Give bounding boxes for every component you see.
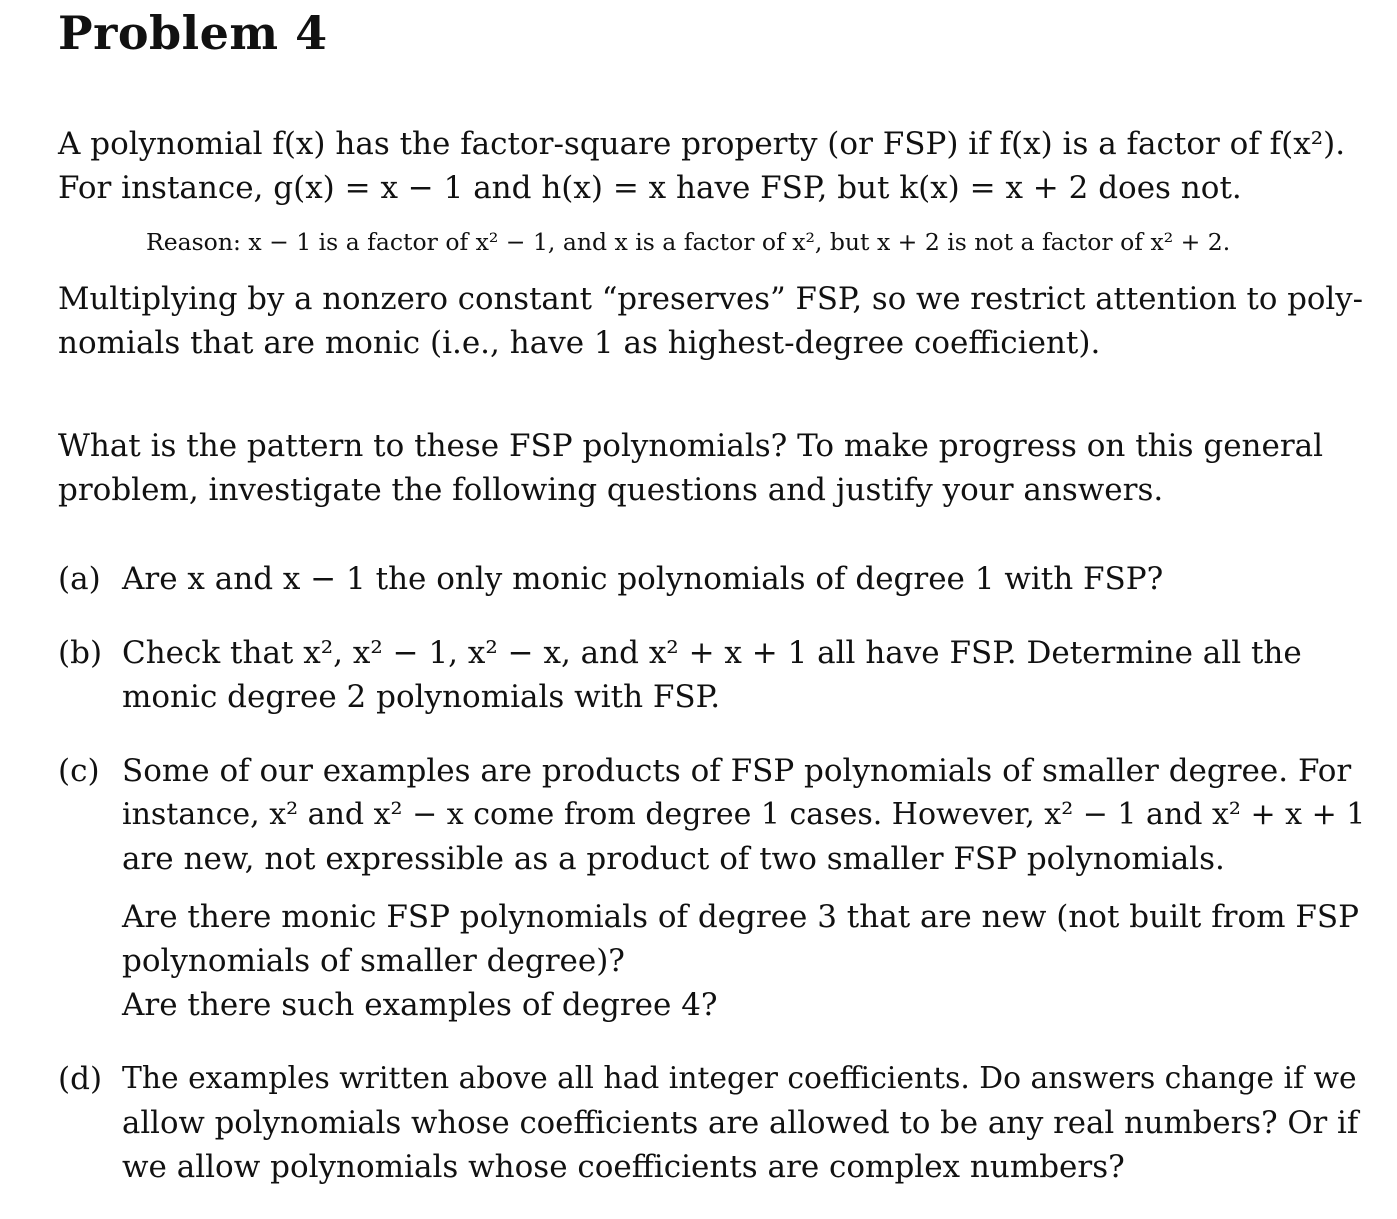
part-c-line-1: Some of our examples are products of FSP polynomials of smaller degree. For	[122, 753, 1352, 789]
part-b-line-1: Check that x², x² − 1, x² − x, and x² + x + 1 all have FSP. Determine all the	[122, 635, 1302, 671]
part-a-line-1: Are x and x − 1 the only monic polynomials of degree 1 with FSP?	[122, 561, 1164, 597]
part-c-label: (c)	[58, 753, 100, 789]
page-title: Problem 4	[58, 6, 328, 60]
part-c-line-4: Are there monic FSP polynomials of degree 3 that are new (not built from FSP	[122, 899, 1360, 935]
part-d-label: (d)	[58, 1061, 103, 1097]
intro-line-3: Multiplying by a nonzero constant “preserves” FSP, so we restrict attention to poly-	[58, 281, 1363, 317]
part-b-line-2: monic degree 2 polynomials with FSP.	[122, 679, 721, 715]
part-b-label: (b)	[58, 635, 103, 671]
part-c-line-5: polynomials of smaller degree)?	[122, 943, 625, 979]
part-d-line-1: The examples written above all had integer coefficients. Do answers change if we	[122, 1061, 1357, 1096]
part-d-line-2: allow polynomials whose coefficients are allowed to be any real numbers? Or if	[122, 1105, 1359, 1141]
intro-line-2: For instance, g(x) = x − 1 and h(x) = x have FSP, but k(x) = x + 2 does not.	[58, 170, 1242, 206]
question-line-2: problem, investigate the following questions and justify your answers.	[58, 472, 1164, 508]
intro-line-1: A polynomial f(x) has the factor-square property (or FSP) if f(x) is a factor of f(x²).	[58, 126, 1346, 162]
intro-line-4: nomials that are monic (i.e., have 1 as highest-degree coefficient).	[58, 325, 1101, 361]
question-line-1: What is the pattern to these FSP polynomials? To make progress on this general	[58, 428, 1324, 464]
part-c-line-2: instance, x² and x² − x come from degree 1 cases. However, x² − 1 and x² + x + 1	[122, 797, 1366, 832]
part-a-label: (a)	[58, 561, 101, 597]
part-c-line-6: Are there such examples of degree 4?	[122, 987, 718, 1023]
reason-note: Reason: x − 1 is a factor of x² − 1, and x is a factor of x², but x + 2 is not a factor of x² + 2.	[146, 228, 1231, 256]
part-c-line-3: are new, not expressible as a product of two smaller FSP polynomials.	[122, 841, 1225, 877]
part-d-line-3: we allow polynomials whose coefficients are complex numbers?	[122, 1149, 1125, 1185]
